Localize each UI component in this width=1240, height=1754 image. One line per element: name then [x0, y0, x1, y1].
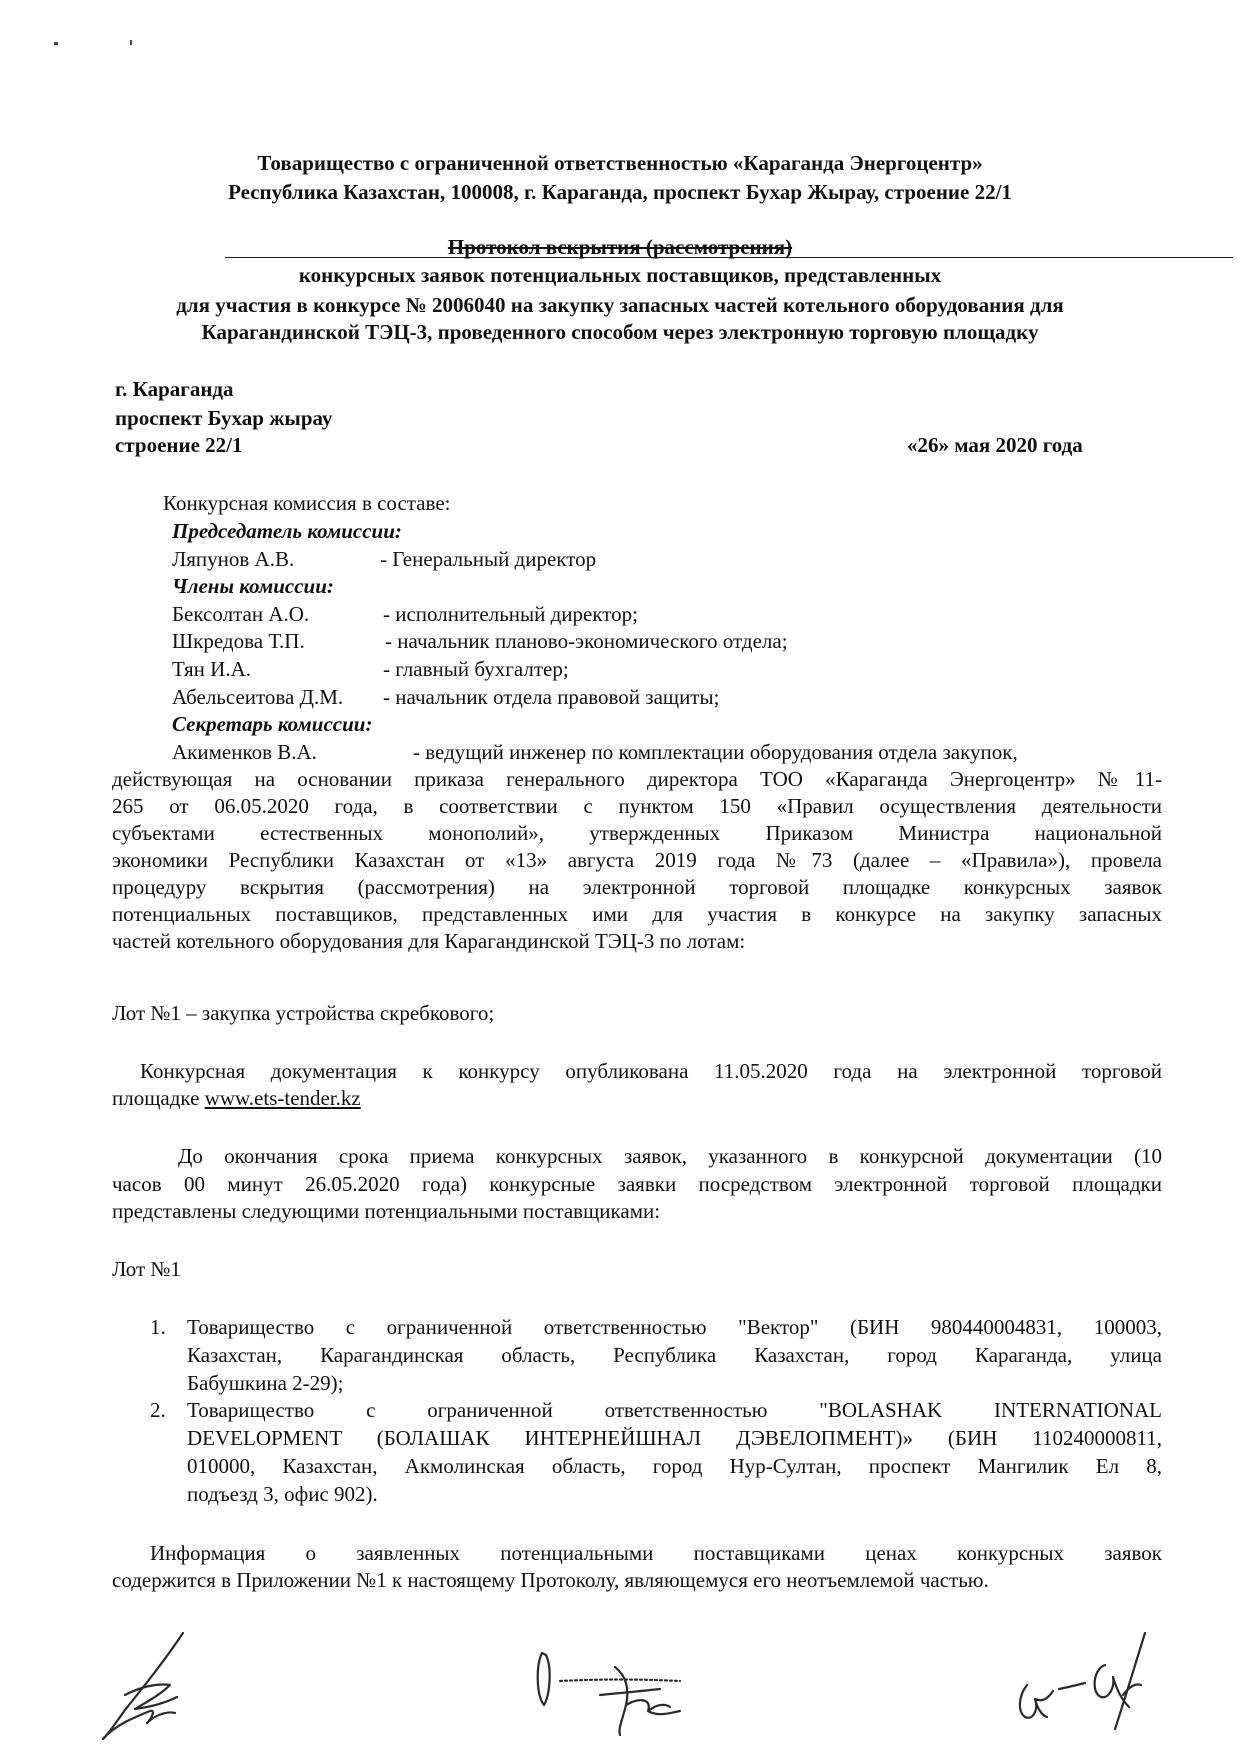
member-role: - главный бухгалтер; — [383, 657, 569, 681]
member-name: Тян И.А. — [172, 657, 252, 681]
chair-label: Председатель комиссии: — [172, 519, 402, 543]
deadline-line: часов 00 минут 26.05.2020 года) конкурсные заявки посредством электронной торговой площадки — [112, 1172, 1162, 1196]
info-line: содержится в Приложении №1 к настоящему Протоколу, являющемуся его неотъемлемой частью. — [112, 1568, 989, 1592]
members-label: Члены комиссии: — [172, 574, 334, 598]
published-prefix: площадке — [112, 1086, 205, 1110]
secretary-label: Секретарь комиссии: — [172, 712, 373, 736]
supplier-line: DEVELOPMENT (БОЛАШАК ИНТЕРНЕЙШНАЛ ДЭВЕЛОПМЕНТ)» (БИН 110240000811, — [187, 1426, 1162, 1450]
member-name: Абельсеитова Д.М. — [172, 685, 344, 709]
member-role: - начальник планово-экономического отдела; — [385, 629, 788, 653]
supplier-number: 2. — [150, 1398, 166, 1422]
company-address: Республика Казахстан, 100008, г. Караганда, проспект Бухар Жырау, строение 22/1 — [228, 180, 1012, 204]
signature-right — [1005, 1625, 1165, 1735]
supplier-item — [187, 1314, 1162, 1396]
document-date: «26» мая 2020 года — [907, 433, 1083, 457]
protocol-title: Протокол вскрытия (рассмотрения) — [447, 235, 793, 259]
chair-role: - Генеральный директор — [380, 547, 597, 571]
place-city: г. Караганда — [115, 377, 234, 401]
tender-site-link[interactable]: www.ets-tender.kz — [204, 1086, 361, 1110]
supplier-number: 1. — [150, 1315, 166, 1339]
scan-speck — [54, 42, 58, 45]
body-line: потенциальных поставщиков, представленных ими для участия в конкурсе на закупку запасных — [112, 902, 1162, 926]
supplier-line: Товарищество с ограниченной ответственностью "Вектор" (БИН 980440004831, 100003, — [187, 1315, 1162, 1339]
protocol-subtitle-3: Карагандинской ТЭЦ-3, проведенного способом через электронную торговую площадку — [201, 320, 1039, 344]
deadline-line: До окончания срока приема конкурсных заявок, указанного в конкурсной документации (10 — [178, 1144, 1162, 1168]
body-line: частей котельного оборудования для Карагандинской ТЭЦ-3 по лотам: — [112, 929, 746, 953]
signature-left — [95, 1625, 205, 1745]
body-line: 265 от 06.05.2020 года, в соответствии с пунктом 150 «Правил осуществления деятельности — [112, 794, 1162, 818]
published-line: Конкурсная документация к конкурсу опубликована 11.05.2020 года на электронной торговой — [140, 1059, 1162, 1083]
supplier-item — [187, 1397, 1162, 1507]
supplier-line: подъезд 3, офис 902). — [187, 1482, 378, 1506]
protocol-subtitle-2: для участия в конкурсе № 2006040 на закупку запасных частей котельного оборудования для — [176, 293, 1064, 317]
supplier-line: Бабушкина 2-29); — [187, 1371, 344, 1395]
protocol-subtitle-1: конкурсных заявок потенциальных поставщиков, представленных — [298, 263, 942, 287]
company-name: Товарищество с ограниченной ответственностью «Караганда Энергоцентр» — [257, 151, 983, 175]
place-building: строение 22/1 — [115, 433, 243, 457]
body-line: субъектами естественных монополий», утвержденных Приказом Министра национальной — [112, 821, 1162, 845]
supplier-line: 010000, Казахстан, Акмолинская область, город Нур-Султан, проспект Мангилик Ел 8, — [187, 1454, 1162, 1478]
secretary-name: Акименков В.А. — [172, 740, 317, 764]
commission-intro: Конкурсная комиссия в составе: — [163, 491, 451, 515]
member-name: Шкредова Т.П. — [172, 629, 305, 653]
lot-description: Лот №1 – закупка устройства скребкового; — [112, 1001, 495, 1025]
body-line: действующая на основании приказа генерального директора ТОО «Караганда Энергоцентр» №11- — [112, 767, 1162, 791]
chair-name: Ляпунов А.В. — [172, 547, 295, 571]
member-role: - исполнительный директор; — [383, 602, 639, 626]
supplier-line: Казахстан, Карагандинская область, Республика Казахстан, город Караганда, улица — [187, 1343, 1162, 1367]
body-paragraph — [112, 766, 1162, 954]
scan-speck — [130, 40, 132, 45]
signature-center — [530, 1625, 730, 1745]
body-line: процедуру вскрытия (рассмотрения) на электронной торговой площадке конкурсных заявок — [112, 875, 1162, 899]
deadline-line: представлены следующими потенциальными поставщиками: — [112, 1199, 661, 1223]
secretary-role: - ведущий инженер по комплектации оборудования отдела закупок, — [413, 740, 1018, 764]
body-line: экономики Республики Казахстан от «13» августа 2019 года №73 (далее – «Правила»), провела — [112, 848, 1162, 872]
supplier-line: Товарищество с ограниченной ответственностью "BOLASHAK INTERNATIONAL — [187, 1398, 1162, 1422]
place-street: проспект Бухар жырау — [115, 406, 333, 430]
member-name: Бексолтан А.О. — [172, 602, 310, 626]
info-line: Информация о заявленных потенциальными поставщиками ценах конкурсных заявок — [150, 1541, 1162, 1565]
lot-heading: Лот №1 — [112, 1257, 181, 1281]
published-line-2 — [112, 1085, 361, 1111]
member-role: - начальник отдела правовой защиты; — [383, 685, 720, 709]
